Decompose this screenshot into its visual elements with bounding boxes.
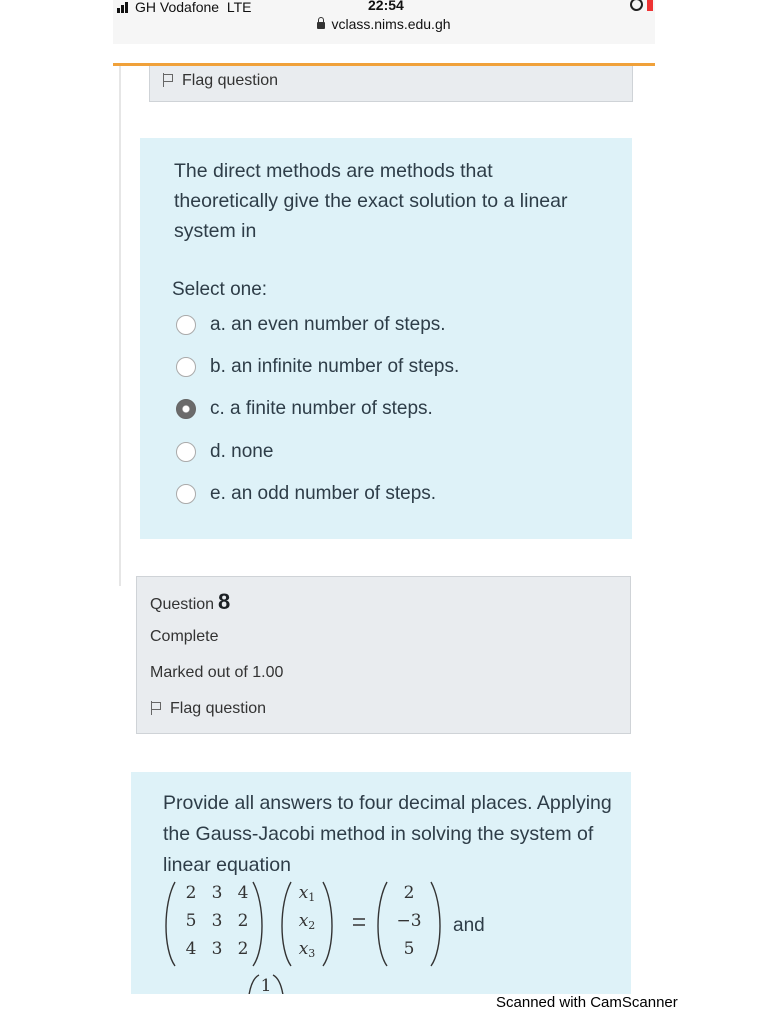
answer-option[interactable] xyxy=(176,441,273,463)
vector-x-cell: x1 xyxy=(298,883,316,904)
content-border xyxy=(119,66,121,586)
radio-button[interactable] xyxy=(176,357,196,377)
browser-status-bar xyxy=(113,0,655,44)
matrix-a-cell: 3 xyxy=(211,883,223,903)
vector-b-cell: 5 xyxy=(403,939,415,959)
equals-sign xyxy=(353,919,365,925)
matrix-a-cell: 2 xyxy=(185,883,197,903)
network-label: LTE xyxy=(226,0,252,15)
flag-icon xyxy=(150,701,162,715)
answer-option[interactable] xyxy=(176,483,436,505)
battery-icon xyxy=(647,0,653,11)
question-7-content xyxy=(140,138,632,539)
question-grade: Marked out of 1.00 xyxy=(150,664,284,681)
vector-x-right-paren xyxy=(323,882,332,966)
vector-x-left-paren xyxy=(282,882,291,966)
answer-option-label: b. an infinite number of steps. xyxy=(210,356,460,377)
matrix-a-cell: 4 xyxy=(185,939,197,959)
answer-option[interactable] xyxy=(176,356,459,378)
address-bar[interactable] xyxy=(113,16,655,32)
rotation-lock-icon xyxy=(630,0,643,11)
radio-button[interactable] xyxy=(176,315,196,335)
question-state: Complete xyxy=(150,628,219,645)
linear-system-equation xyxy=(161,879,621,994)
vector-x-cell: x2 xyxy=(298,911,316,932)
matrix-a-cell: 2 xyxy=(237,911,249,931)
select-one-label: Select one: xyxy=(172,279,268,300)
question-number: Question 8 xyxy=(150,589,231,614)
lock-icon xyxy=(317,22,325,29)
url-text: vclass.nims.edu.gh xyxy=(331,16,451,32)
scanner-watermark: Scanned with CamScanner xyxy=(496,994,678,1011)
matrix-a-cell: 4 xyxy=(237,883,249,903)
question-8-content xyxy=(131,772,631,994)
and-label: and xyxy=(453,915,485,936)
question-7-flag[interactable] xyxy=(149,66,633,102)
question-8-info xyxy=(136,576,631,734)
vector-b-cell: −3 xyxy=(396,911,422,931)
radio-button[interactable] xyxy=(176,484,196,504)
matrix-a-cell: 5 xyxy=(185,911,197,931)
flag-icon xyxy=(162,73,174,87)
question-number-value: 8 xyxy=(218,589,231,614)
answer-option[interactable] xyxy=(176,398,433,420)
matrix-a-cell: 2 xyxy=(237,939,249,959)
next-vector-right-paren xyxy=(273,975,283,994)
radio-button[interactable] xyxy=(176,399,196,419)
next-vector-left-paren xyxy=(249,975,259,994)
flag-question-label: Flag question xyxy=(170,700,267,717)
signal-icon xyxy=(117,1,128,13)
answer-option[interactable] xyxy=(176,314,446,336)
matrix-a-left-paren xyxy=(166,882,175,966)
question-8-text: Provide all answers to four decimal places. Applying the Gauss-Jacobi method in solving the system of linear equation xyxy=(163,792,612,876)
question-7-text: The direct methods are methods that theoretically give the exact solution to a linear system in xyxy=(174,160,568,242)
matrix-a-cell: 3 xyxy=(211,911,223,931)
next-vector-cell: 1 xyxy=(260,976,272,996)
vector-b-right-paren xyxy=(431,882,440,966)
answer-option-label: d. none xyxy=(210,441,274,462)
radio-button[interactable] xyxy=(176,442,196,462)
answer-option-label: e. an odd number of steps. xyxy=(210,483,437,504)
answer-option-label: c. a finite number of steps. xyxy=(210,398,433,419)
question-8-flag[interactable] xyxy=(150,700,266,718)
vector-b-cell: 2 xyxy=(403,883,415,903)
answer-option-label: a. an even number of steps. xyxy=(210,314,446,335)
matrix-a-cell: 3 xyxy=(211,939,223,959)
vector-x-cell: x3 xyxy=(298,939,316,960)
matrix-a-right-paren xyxy=(253,882,262,966)
carrier-label: GH Vodafone LTE xyxy=(135,0,252,15)
flag-question-label: Flag question xyxy=(182,72,279,89)
vector-b-left-paren xyxy=(378,882,387,966)
clock: 22:54 xyxy=(368,0,404,13)
